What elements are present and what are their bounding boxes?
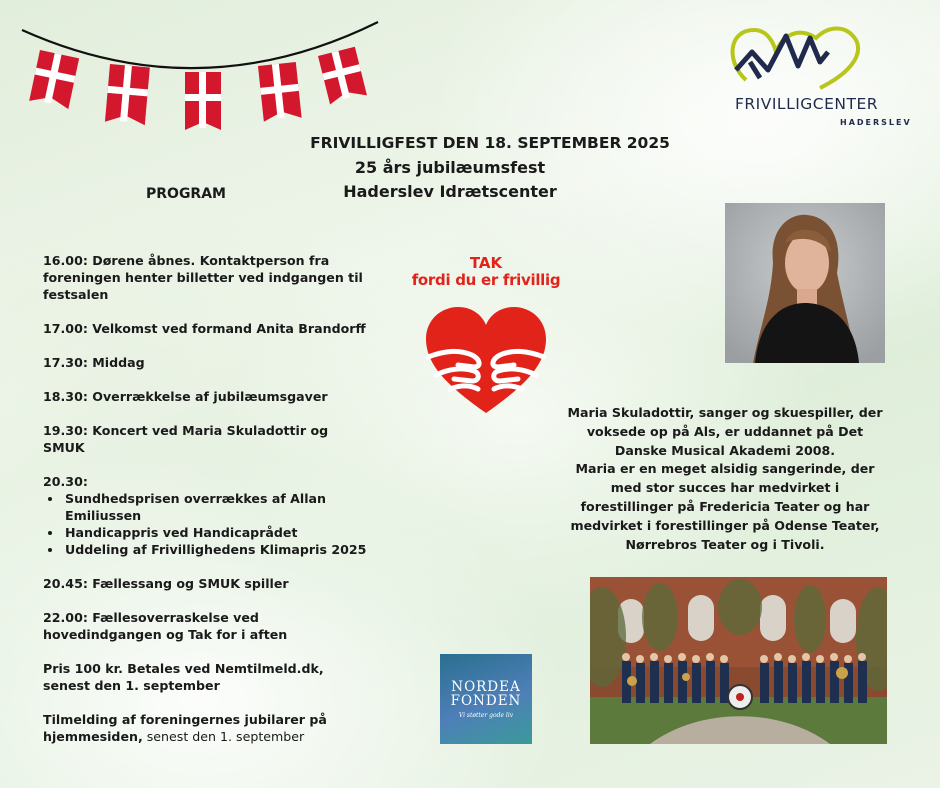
price-info: Pris 100 kr. Betales ved Nemtilmeld.dk, senest den 1. september [43, 661, 324, 693]
event-subtitle: 25 års jubilæumsfest [354, 158, 546, 177]
awards-list [43, 490, 373, 558]
nordea-fonden-logo [440, 654, 532, 744]
event-venue: Haderslev Idrætscenter [343, 182, 557, 201]
flag-4 [258, 62, 302, 122]
award-item: • Uddeling af Frivillighedens Klimapris 2025 [63, 541, 373, 558]
schedule-item: 17.00: Velkomst ved formand Anita Brandorff [43, 321, 366, 336]
schedule-item: 16.00: Dørene åbnes. Kontaktperson fra foreningen henter billetter ved indgangen til festsalen [43, 253, 363, 302]
nordea-line-1: NORDEA [451, 679, 521, 695]
flag-3 [185, 72, 221, 130]
nordea-line-2: FONDEN [450, 693, 522, 709]
logo-name: FRIVILLIGCENTER [735, 95, 879, 113]
nordea-fonden-name [440, 680, 532, 708]
program-heading: PROGRAM [146, 186, 226, 202]
schedule-time: 20.30: [43, 474, 88, 489]
bio-paragraph: Maria er en meget alsidig sangerinde, der med stor succes har medvirket i forestillinger på Fredericia Teater og har medvirket i forestillinger på Odense Teater, Nørrebros Teater og i Tivoli. [570, 461, 880, 552]
bio-paragraph: Maria Skuladottir, sanger og skuespiller, der voksede op på Als, er uddannet på Det Danske Musical Akademi 2008. [567, 405, 883, 458]
schedule-item: 17.30: Middag [43, 355, 145, 370]
band-photo-smuk [590, 577, 887, 744]
schedule-item: 20.45: Fællessang og SMUK spiller [43, 576, 289, 591]
schedule-item: 22.00: Fællesoverraskelse ved hovedindgangen og Tak for i aften [43, 610, 288, 642]
artist-bio [565, 404, 885, 554]
signup-main: Tilmelding af foreningernes jubilarer på hjemmesiden, [43, 712, 327, 744]
award-item: • Sundhedsprisen overrækkes af Allan Emiliussen [63, 490, 373, 524]
nordea-tagline: Vi støtter gode liv [458, 712, 514, 719]
heart-logo-icon [724, 22, 904, 94]
program-schedule [43, 252, 373, 660]
signup-info [43, 711, 363, 745]
frivilligcenter-logo [724, 22, 912, 132]
thanks-subtitle: fordi du er frivillig [411, 271, 561, 289]
schedule-item: 18.30: Overrækkelse af jubilæumsgaver [43, 389, 328, 404]
schedule-item: 19.30: Koncert ved Maria Skuladottir og SMUK [43, 423, 329, 455]
flag-2 [105, 64, 150, 125]
thanks-message [396, 255, 576, 289]
schedule-item-awards [43, 473, 373, 558]
event-title: FRIVILLIGFEST DEN 18. SEPTEMBER 2025 [310, 134, 670, 152]
portrait-photo-maria-skuladottir [725, 203, 885, 363]
danish-flag-bunting [0, 0, 420, 140]
logo-subtitle: HADERSLEV [840, 118, 912, 127]
flag-5 [318, 47, 367, 105]
award-item: • Handicappris ved Handicaprådet [63, 524, 373, 541]
signup-deadline: senest den 1. september [142, 729, 305, 744]
flag-1 [29, 50, 79, 109]
thanks-title: TAK [469, 254, 503, 272]
heart-hands-icon [424, 305, 548, 417]
